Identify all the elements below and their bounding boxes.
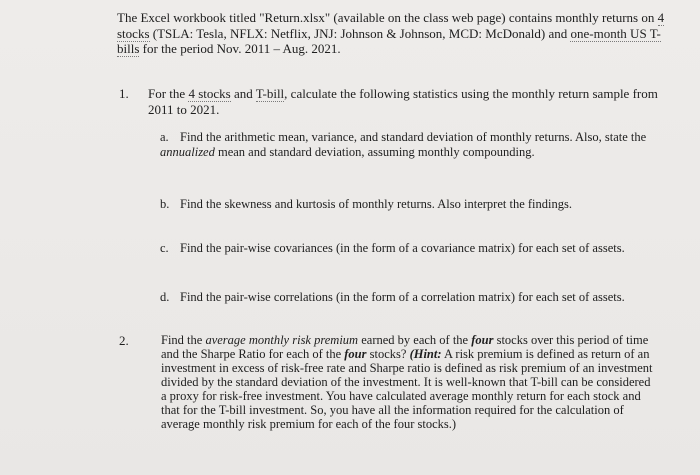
q1-text-3: , calculate the following statistics using the monthly return sample from 2011 to 2021.	[148, 86, 658, 117]
q1d-label: d.	[160, 290, 170, 304]
highlight-4-stocks: 4 stocks	[117, 10, 665, 41]
question-1b	[160, 197, 660, 212]
q1b-text: Find the skewness and kurtosis of monthly returns. Also interpret the findings.	[180, 197, 572, 211]
intro-text-3: for the period Nov. 2011 – Aug. 2021.	[139, 41, 341, 56]
q2-four-2: four	[344, 347, 367, 361]
q1d-text: Find the pair-wise correlations (in the form of a correlation matrix) for each set of assets.	[180, 290, 625, 304]
q1b-label: b.	[160, 197, 170, 211]
q1-highlight-t-bill: T-bill	[255, 86, 285, 101]
question-1c	[160, 241, 630, 256]
question-1a	[160, 130, 660, 160]
q1-text-1: For the	[148, 86, 189, 101]
q1a-text-1: Find the arithmetic mean, variance, and standard deviation of monthly returns. Also, state the	[180, 130, 647, 144]
intro-text-1: The Excel workbook titled "Return.xlsx" (available on the class web page) contains monthly returns on	[117, 10, 658, 25]
q1-text-2: and	[230, 86, 256, 101]
q2-hint-label: (Hint:	[409, 347, 442, 361]
q2-text-4: stocks?	[366, 347, 410, 361]
q2-text-5: A risk premium is defined as return of an investment in excess of risk-free rate and Sharpe ratio is defined as risk premium of an investment divided by the standard deviation of the investment. It is well-known that T-bill can be considered a proxy for risk-free investment. You have calculated average monthly return for each stock and that for the T-bill investment. So, you have all the information required for the calculation of average monthly risk premium for each of the four stocks.)	[161, 347, 653, 431]
q2-text-2: earned by each of the	[358, 333, 472, 347]
highlight-t-bills: one-month US T-bills	[117, 25, 661, 56]
q1-highlight-4-stocks: 4 stocks	[188, 86, 231, 101]
question-2-number: 2.	[119, 333, 129, 348]
question-1-text	[148, 86, 658, 117]
question-1-number: 1.	[119, 86, 129, 101]
q2-risk-premium: average monthly risk premium	[205, 333, 359, 347]
q2-text-3: stocks over this period of time and the Sharpe Ratio for each of the	[161, 333, 649, 361]
q2-text-1: Find the	[161, 333, 206, 347]
question-2-text	[161, 333, 656, 431]
intro-paragraph	[117, 10, 677, 57]
q1a-label: a.	[160, 130, 169, 144]
intro-text-2: (TSLA: Tesla, NFLX: Netflix, JNJ: Johnson & Johnson, MCD: McDonald) and	[149, 25, 571, 41]
q1c-label: c.	[160, 241, 169, 255]
q1a-text-2: mean and standard deviation, assuming monthly compounding.	[214, 145, 535, 159]
question-1d	[160, 290, 630, 305]
q1a-annualized: annualized	[160, 145, 215, 159]
q2-four-1: four	[471, 333, 494, 347]
q1c-text: Find the pair-wise covariances (in the form of a covariance matrix) for each set of assets.	[180, 241, 625, 255]
